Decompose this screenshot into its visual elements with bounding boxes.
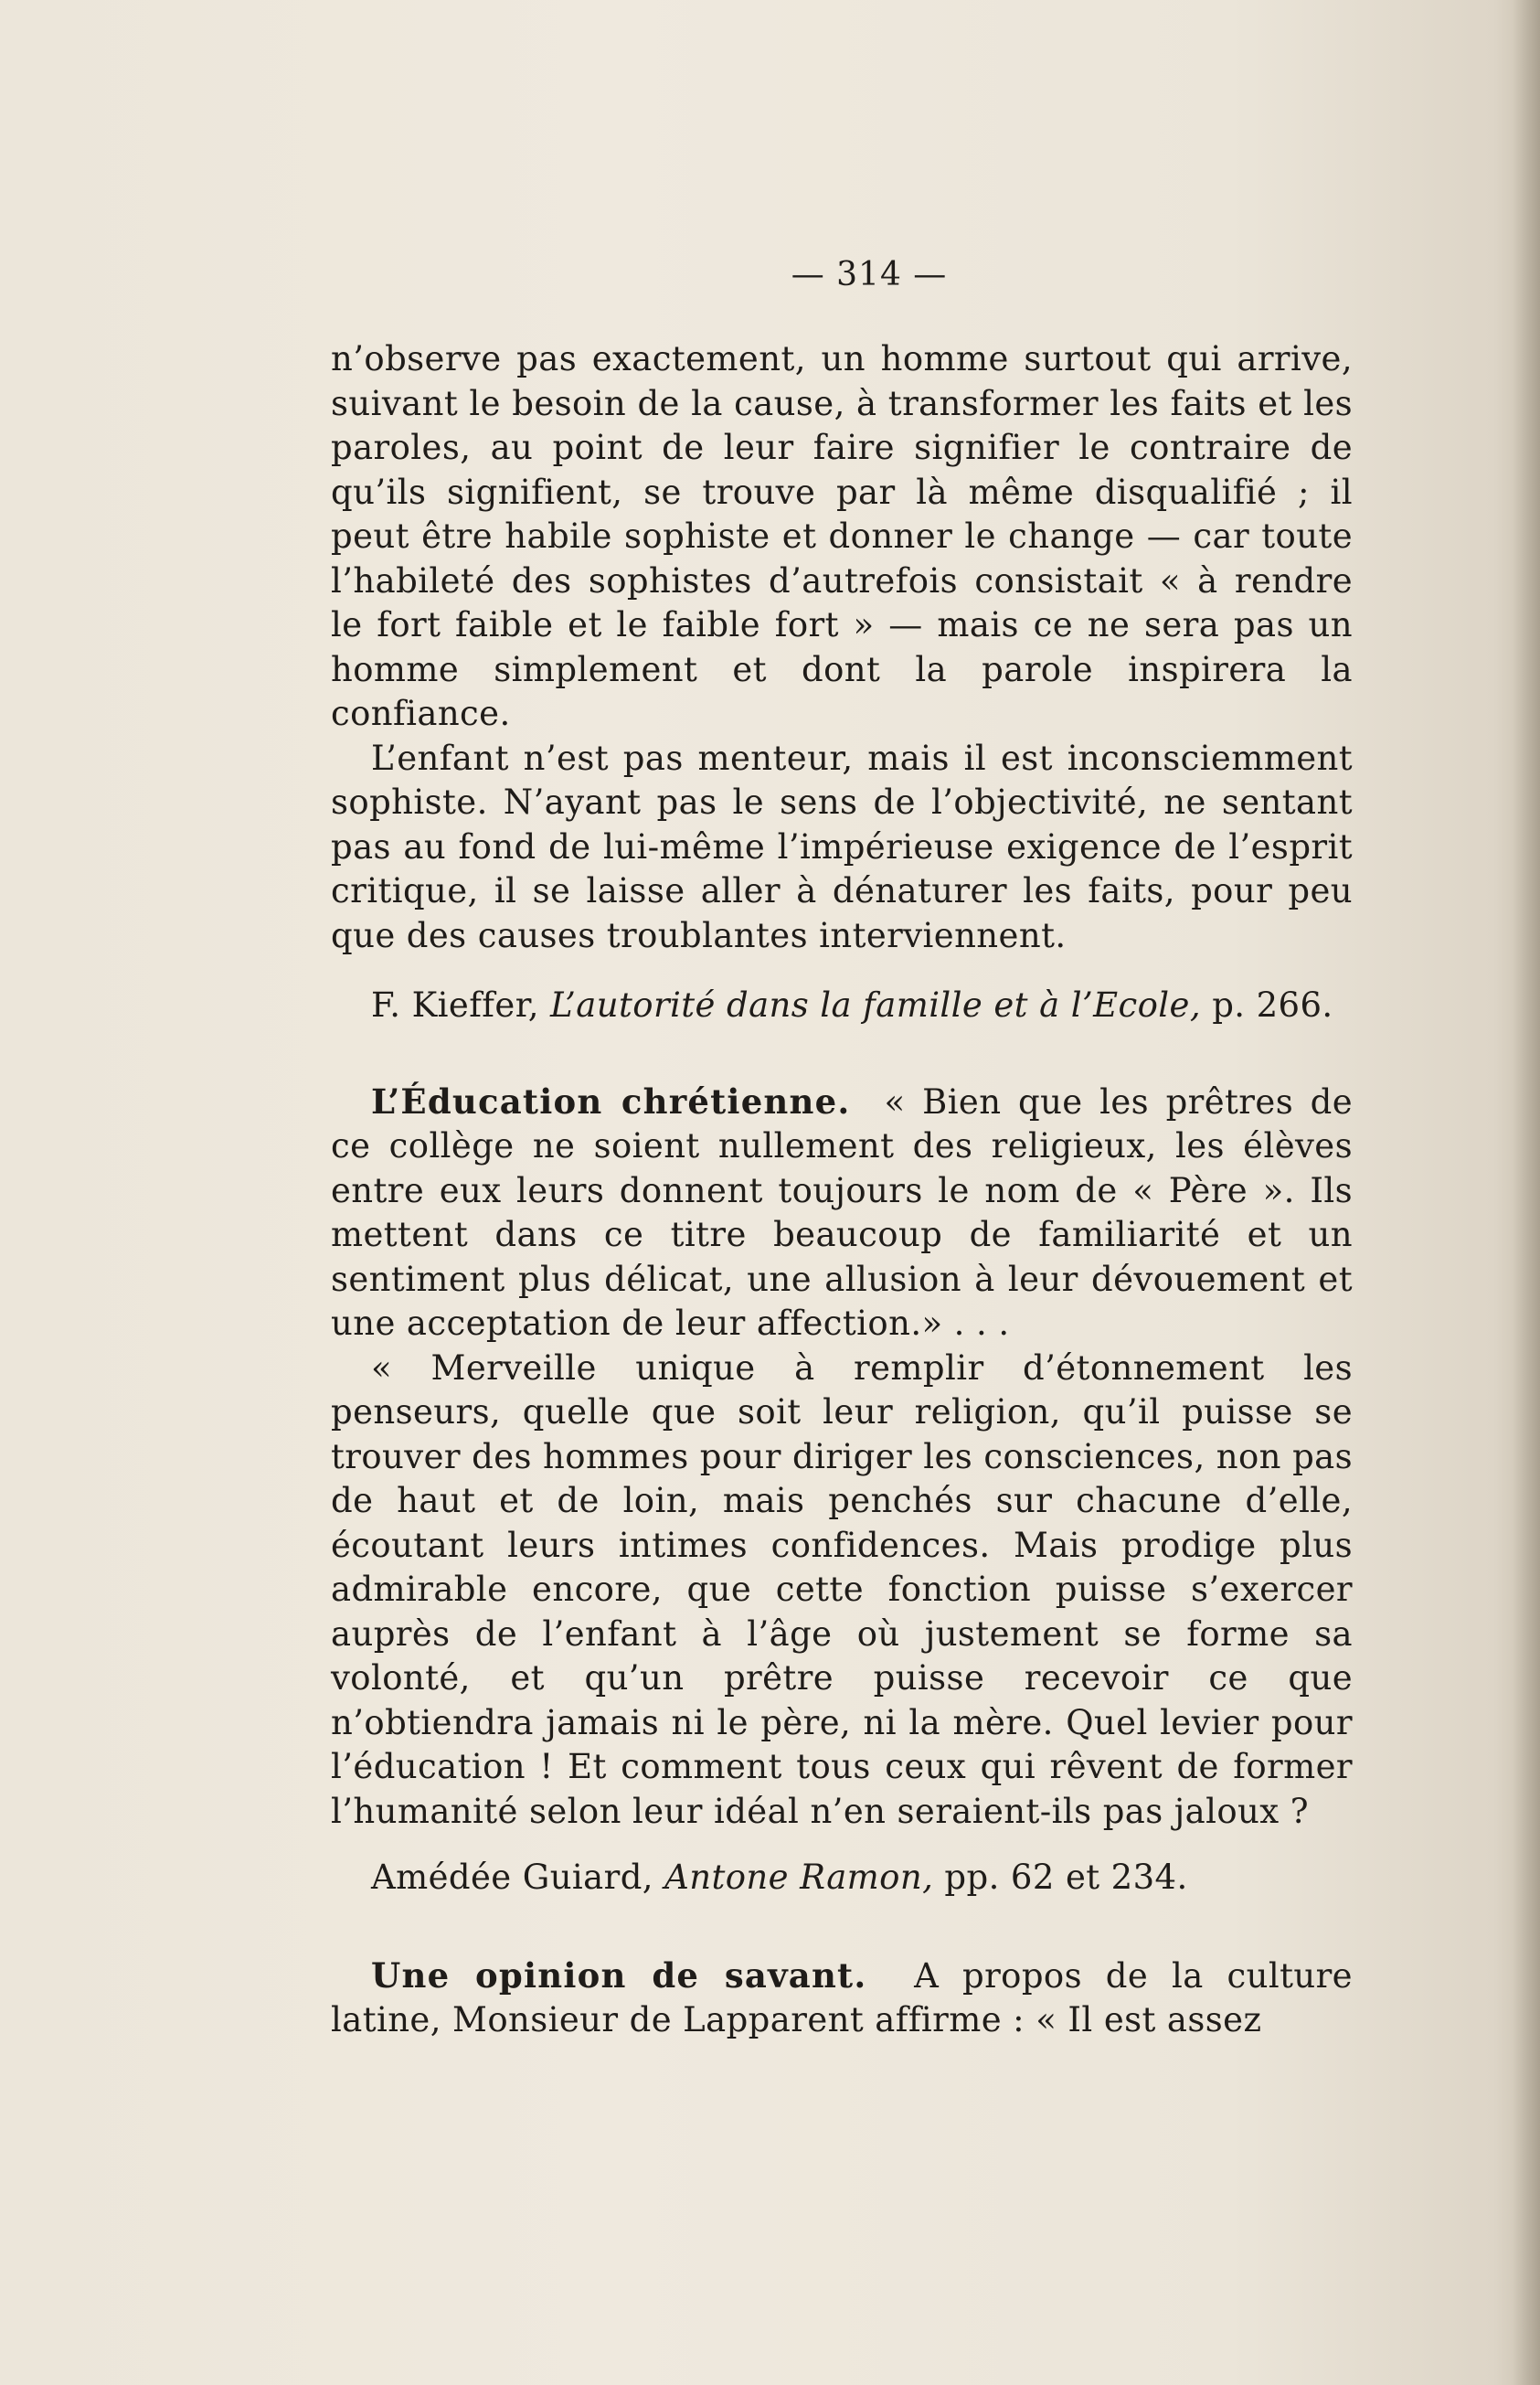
citation-kieffer bbox=[331, 984, 1353, 1028]
page-edge-shadow bbox=[1513, 0, 1540, 2385]
citation-author: Amédée Guiard, bbox=[371, 1858, 653, 1897]
page-number: — 314 — bbox=[791, 256, 948, 293]
section-opinion-de-savant bbox=[331, 1954, 1353, 2043]
paragraph-enfant-sophiste: L’enfant n’est pas menteur, mais il est inconsciemment sophiste. N’ayant pas le sens de l’objectivité, ne sentant pas au fond de lui-même l’impérieuse exigence de l’esprit critique, il se laisse aller à dénaturer les faits, pour peu que des causes troublantes interviennent. bbox=[331, 738, 1353, 955]
section-heading: L’Éducation chrétienne. bbox=[371, 1081, 851, 1122]
citation-pages: p. 266. bbox=[1212, 985, 1333, 1025]
section-education-chretienne bbox=[331, 1080, 1353, 1347]
section-text: « Bien que les prêtres de ce collège ne soient nullement des religieux, les élèves entre eux leurs donnent toujours le nom de « Père ». Ils mettent dans ce titre beaucoup de familiarité et un sentiment plus délicat, une allusion à leur dévouement et une acceptation de leur affection.» . . . bbox=[331, 1081, 1353, 1343]
section-heading: Une opinion de savant. bbox=[371, 1954, 867, 1996]
section-text: A propos de la culture latine, Monsieur de Lapparent affirme : « Il est assez bbox=[331, 1955, 1353, 2039]
citation-title: L’autorité dans la famille et à l’Ecole, bbox=[550, 985, 1202, 1025]
citation-guiard bbox=[331, 1856, 1353, 1901]
paragraph-merveille: « Merveille unique à remplir d’étonnement les penseurs, quelle que soit leur religion, qu’il puisse se trouver des hommes pour diriger les consciences, non pas de haut et de loin, mais penchés sur chacune d’elle, écoutant leurs intimes confidences. Mais prodige plus admirable encore, que cette fonction puisse s’exercer auprès de l’enfant à l’âge où justement se forme sa volonté, et qu’un prêtre puisse recevoir ce que n’obtiendra jamais ni le père, ni la mère. Quel levier pour l’éducation ! Et comment tous ceux qui rêvent de former l’humanité selon leur idéal n’en seraient-ils pas jaloux ? bbox=[331, 1347, 1354, 1831]
citation-title: Antone Ramon, bbox=[664, 1858, 934, 1897]
paragraph-continued: n’observe pas exactement, un homme surtout qui arrive, suivant le besoin de la cause, à transformer les faits et les paroles, au point de leur faire signifier le contraire de qu’ils signifient, se trouve par là même disqualifié ; il peut être habile sophiste et donner le change — car toute l’habileté des sophistes d’autrefois consistait « à rendre le fort faible et le faible fort » — mais ce ne sera pas un homme simplement et dont la parole inspirera la confiance. bbox=[331, 339, 1353, 733]
citation-author: F. Kieffer, bbox=[371, 985, 539, 1025]
citation-pages: pp. 62 et 234. bbox=[944, 1858, 1188, 1897]
page-content bbox=[331, 256, 1353, 2043]
